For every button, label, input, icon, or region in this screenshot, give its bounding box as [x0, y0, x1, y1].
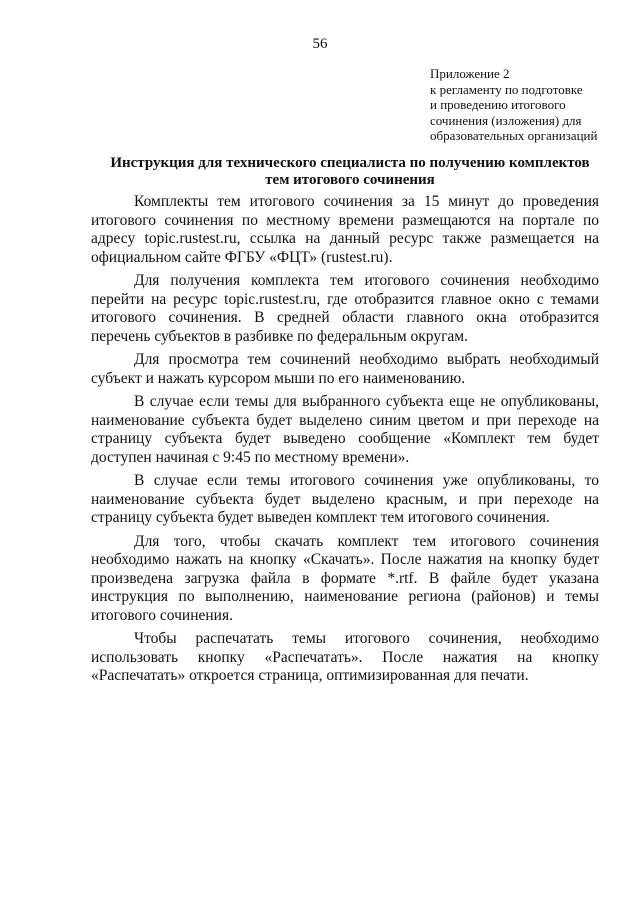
- paragraph: Для просмотра тем сочинений необходимо выбрать необходимый субъект и нажать курсором мыши по его наименованию.: [91, 351, 599, 387]
- appendix-line: и проведению итогового: [430, 97, 566, 113]
- appendix-note: [430, 66, 635, 144]
- paragraph: В случае если темы итогового сочинения уже опубликованы, то наименование субъекта будет выделено красным, и при переходе на страницу субъекта будет выведен комплект тем итогового сочинения.: [91, 472, 599, 526]
- appendix-line: Приложение 2: [430, 66, 510, 81]
- document-title: [90, 155, 610, 189]
- instruction-body: [91, 193, 599, 691]
- paragraph: Для того, чтобы скачать комплект тем итогового сочинения необходимо нажать на кнопку «Скачать». После нажатия на кнопку будет произведена загрузка файла в формате *.rtf. В файле будет указана инструкция по выполнению, наименование региона (районов) и темы итогового сочинения.: [91, 532, 599, 624]
- paragraph: Комплекты тем итогового сочинения за 15 минут до проведения итогового сочинения по местному времени размещаются на портале по адресу topic.rustest.ru, ссылка на данный ресурс также размещается на официальном сайте ФГБУ «ФЦТ» (rustest.ru).: [91, 193, 599, 266]
- appendix-line: сочинения (изложения) для: [430, 112, 582, 128]
- paragraph: Чтобы распечатать темы итогового сочинения, необходимо использовать кнопку «Распечатать». После нажатия на кнопку «Распечатать» откроется страница, оптимизированная для печати.: [91, 630, 599, 684]
- title-line: Инструкция для технического специалиста по получению комплектов: [110, 155, 590, 171]
- appendix-line: к регламенту по подготовке: [430, 81, 583, 97]
- page-number: 56: [312, 36, 328, 52]
- paragraph: В случае если темы для выбранного субъекта еще не опубликованы, наименование субъекта будет выделено синим цветом и при переходе на страницу субъекта будет выведено сообщение «Комплект тем будет доступен начиная с 9:45 по местному времени».: [91, 393, 599, 466]
- paragraph: Для получения комплекта тем итогового сочинения необходимо перейти на ресурс topic.rustest.ru, где отобразится главное окно с темами итогового сочинения. В средней области главного окна отобразится перечень субъектов в разбивке по федеральным округам.: [91, 272, 599, 345]
- title-line: тем итогового сочинения: [265, 172, 435, 188]
- appendix-line: образовательных организаций: [430, 128, 598, 144]
